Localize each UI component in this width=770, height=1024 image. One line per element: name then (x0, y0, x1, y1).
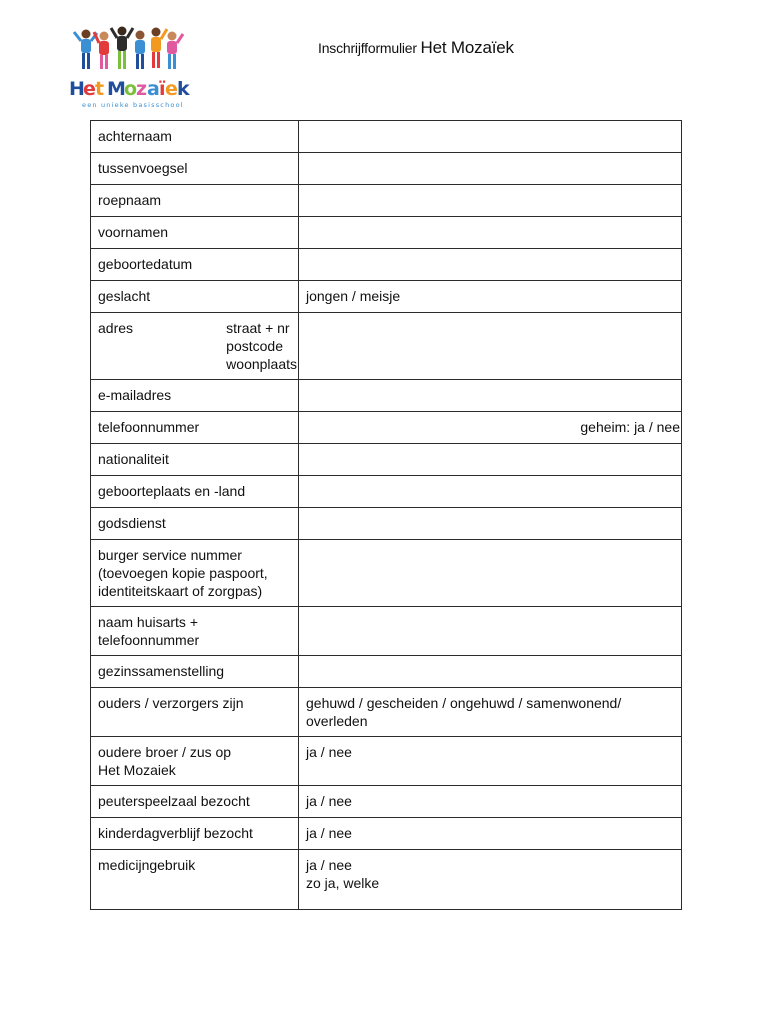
form-row (91, 412, 682, 444)
form-row (91, 444, 682, 476)
field-value-nationaliteit[interactable] (299, 444, 682, 476)
form-row (91, 313, 682, 380)
svg-text:t: t (95, 78, 105, 100)
form-row (91, 121, 682, 153)
svg-text:ï: ï (159, 78, 166, 100)
field-label-broerzus-cell (91, 737, 299, 786)
title-brand: Het Mozaïek (420, 38, 514, 57)
svg-text:e: e (165, 78, 178, 100)
form-row (91, 380, 682, 412)
field-value-voornamen[interactable] (299, 217, 682, 249)
field-value-kinderdagverblijf[interactable]: ja / nee (299, 818, 682, 850)
huisarts-label-line1: naam huisarts + (98, 614, 198, 630)
bsn-label-line1: burger service nummer (98, 547, 242, 563)
field-label-roepnaam: roepnaam (91, 185, 299, 217)
field-label-voornamen: voornamen (91, 217, 299, 249)
field-label-bsn-cell (91, 540, 299, 607)
title-prefix: Inschrijfformulier (318, 40, 417, 56)
svg-text:o: o (124, 78, 138, 100)
huisarts-label-line2: telefoonnummer (98, 632, 200, 648)
adres-sub-woonplaats: woonplaats (226, 356, 297, 372)
field-value-bsn[interactable] (299, 540, 682, 607)
school-logo (66, 22, 196, 112)
field-label-nationaliteit: nationaliteit (91, 444, 299, 476)
broerzus-label-line1: oudere broer / zus op (98, 744, 232, 760)
adres-sub-straat: straat + nr (226, 320, 290, 336)
logo-figures (74, 27, 183, 70)
form-row (91, 508, 682, 540)
form-row (91, 737, 682, 786)
field-value-geboortedatum[interactable] (299, 249, 682, 281)
logo-wordmark (69, 78, 190, 100)
form-row (91, 786, 682, 818)
bsn-label-line3: identiteitskaart of zorgpas) (98, 583, 263, 599)
form-row (91, 850, 682, 910)
form-row (91, 153, 682, 185)
field-label-medicijngebruik: medicijngebruik (91, 850, 299, 910)
field-value-telefoonnummer[interactable] (299, 412, 682, 444)
adres-sub-postcode: postcode (226, 338, 283, 354)
field-label-peuterspeelzaal: peuterspeelzaal bezocht (91, 786, 299, 818)
field-value-peuterspeelzaal[interactable]: ja / nee (299, 786, 682, 818)
field-value-tussenvoegsel[interactable] (299, 153, 682, 185)
field-value-ouders[interactable] (299, 688, 682, 737)
field-label-godsdienst: godsdienst (91, 508, 299, 540)
field-label-achternaam: achternaam (91, 121, 299, 153)
field-value-medicijngebruik[interactable] (299, 850, 682, 910)
field-label-ouders: ouders / verzorgers zijn (91, 688, 299, 737)
field-label-emailadres: e-mailadres (91, 380, 299, 412)
registration-form-table (90, 120, 682, 910)
field-value-roepnaam[interactable] (299, 185, 682, 217)
field-value-achternaam[interactable] (299, 121, 682, 153)
form-row (91, 607, 682, 656)
medicijn-option-line1: ja / nee (306, 857, 352, 873)
field-label-adres: adres (98, 320, 134, 336)
telefoon-geheim-option: geheim: ja / nee (580, 419, 680, 435)
field-value-broerzus[interactable]: ja / nee (299, 737, 682, 786)
field-label-adres-cell (91, 313, 299, 380)
logo-children-illustration (66, 22, 196, 112)
broerzus-label-line2: Het Mozaiek (98, 762, 176, 778)
field-value-huisarts[interactable] (299, 607, 682, 656)
field-value-emailadres[interactable] (299, 380, 682, 412)
form-row (91, 540, 682, 607)
field-label-gezinssamenstelling: gezinssamenstelling (91, 656, 299, 688)
svg-text:a: a (147, 78, 160, 100)
field-value-adres[interactable] (299, 313, 682, 380)
field-label-telefoonnummer: telefoonnummer (91, 412, 299, 444)
ouders-options-line1: gehuwd / gescheiden / ongehuwd / samenwonend/ (306, 695, 622, 711)
form-row (91, 688, 682, 737)
svg-text:H: H (69, 78, 85, 100)
bsn-label-line2: (toevoegen kopie paspoort, (98, 565, 268, 581)
field-value-gezinssamenstelling[interactable] (299, 656, 682, 688)
ouders-options-line2: overleden (306, 713, 368, 729)
form-row (91, 185, 682, 217)
field-label-geboortedatum: geboortedatum (91, 249, 299, 281)
form-row (91, 249, 682, 281)
field-value-geslacht[interactable]: jongen / meisje (299, 281, 682, 313)
page-title (318, 38, 514, 58)
field-value-godsdienst[interactable] (299, 508, 682, 540)
field-label-geslacht: geslacht (91, 281, 299, 313)
form-row (91, 281, 682, 313)
form-row (91, 217, 682, 249)
field-label-tussenvoegsel: tussenvoegsel (91, 153, 299, 185)
logo-tagline: een unieke basisschool (82, 101, 184, 109)
field-label-huisarts-cell (91, 607, 299, 656)
svg-text:k: k (177, 78, 190, 100)
field-value-geboorteplaats[interactable] (299, 476, 682, 508)
form-row (91, 476, 682, 508)
medicijn-option-line2: zo ja, welke (306, 875, 380, 891)
field-label-geboorteplaats: geboorteplaats en -land (91, 476, 299, 508)
form-row (91, 818, 682, 850)
field-label-kinderdagverblijf: kinderdagverblijf bezocht (91, 818, 299, 850)
form-row (91, 656, 682, 688)
svg-text:M: M (107, 78, 126, 100)
svg-text:z: z (136, 78, 148, 100)
svg-text:e: e (83, 78, 96, 100)
